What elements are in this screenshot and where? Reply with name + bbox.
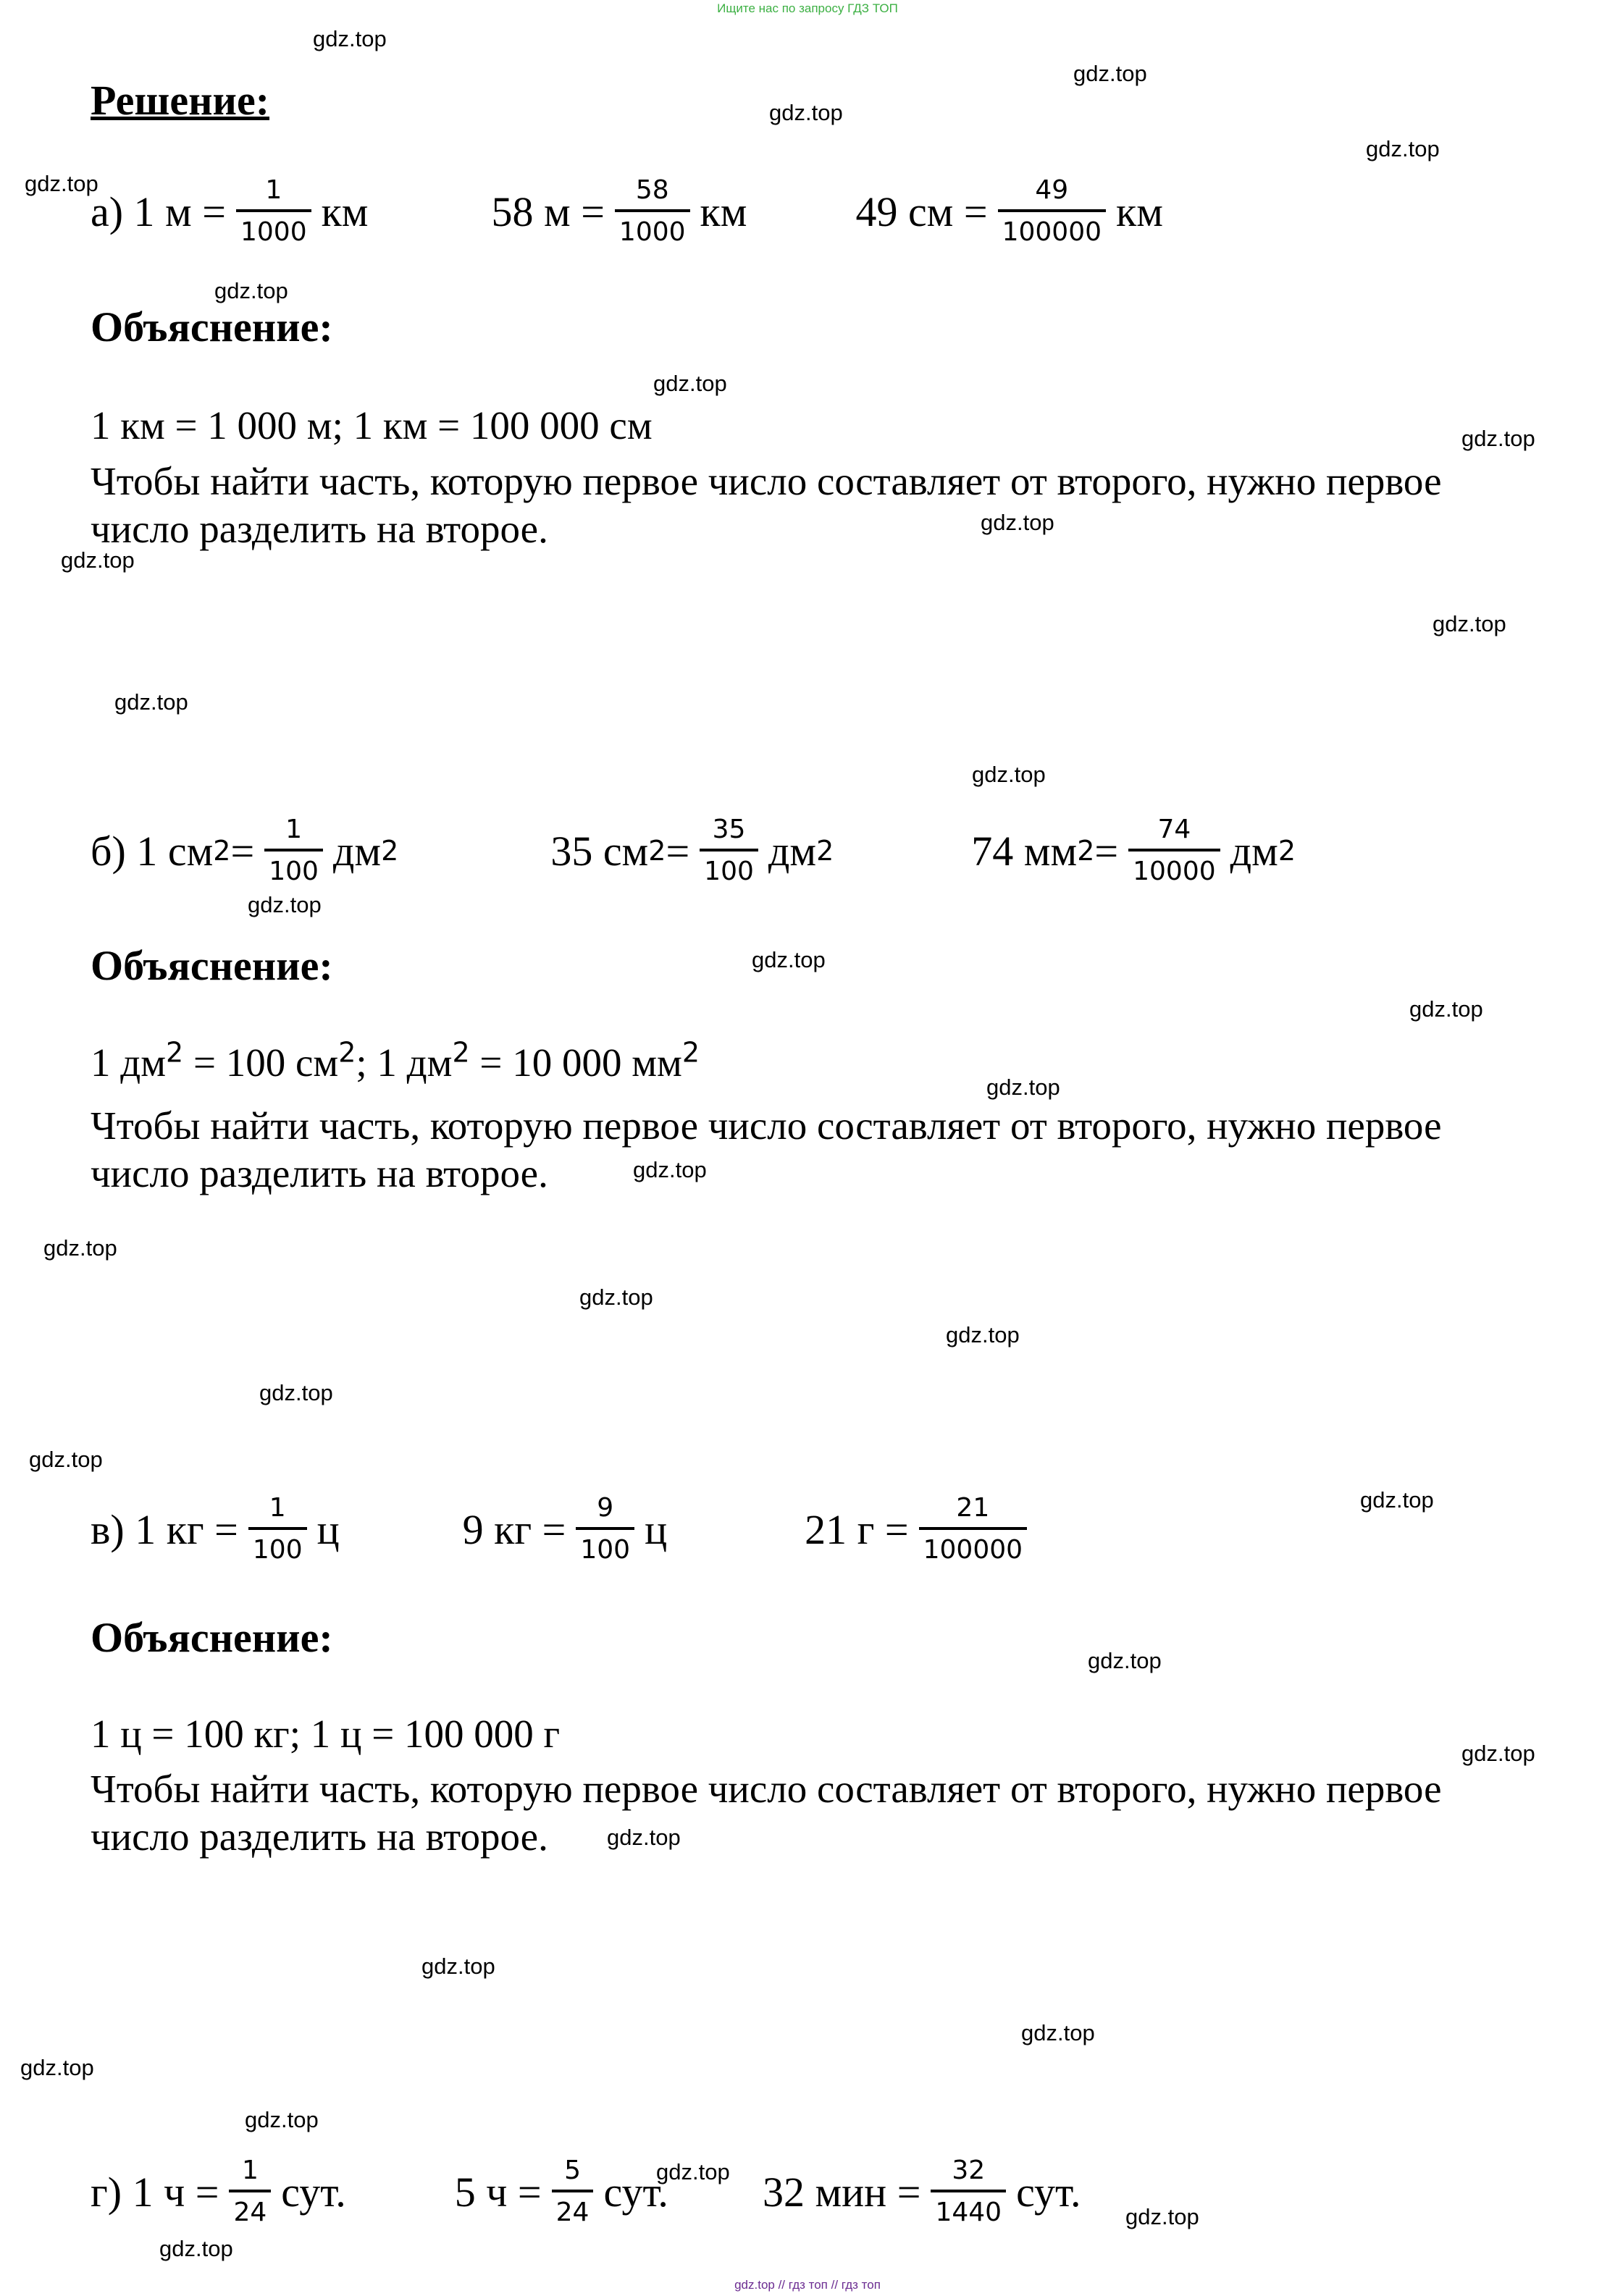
fraction	[700, 817, 758, 885]
fraction	[998, 177, 1106, 245]
part-v-rule-line1: Чтобы найти часть, которую первое число составляет от второго, нужно первое	[91, 1767, 1442, 1811]
part-a-eq3	[855, 177, 1162, 245]
part-g-eq1	[91, 2158, 346, 2226]
part-v-eq2	[463, 1495, 667, 1563]
unit: дм	[768, 827, 817, 875]
numerator: 5	[564, 2156, 582, 2185]
watermark: gdz.top	[1125, 2204, 1199, 2229]
numerator: 1	[265, 175, 282, 205]
watermark: gdz.top	[248, 892, 322, 917]
superscript: 2	[681, 1036, 700, 1069]
explanation-heading-b: Объяснение:	[91, 942, 333, 989]
denominator: 1440	[935, 2198, 1002, 2227]
numerator: 35	[712, 815, 746, 844]
unit: дм	[1230, 827, 1278, 875]
explanation-heading-v: Объяснение:	[91, 1614, 333, 1661]
watermark: gdz.top	[245, 2107, 319, 2132]
fact-part: ; 1 дм	[356, 1040, 453, 1085]
part-v-eq1	[91, 1495, 340, 1563]
superscript: 2	[338, 1036, 356, 1069]
denominator: 1000	[618, 217, 686, 247]
numerator: 1	[241, 2156, 259, 2185]
watermark: gdz.top	[1021, 2020, 1095, 2045]
denominator: 100000	[923, 1535, 1023, 1565]
denominator: 24	[555, 2198, 590, 2227]
unit: сут.	[1016, 2168, 1081, 2216]
watermark: gdz.top	[114, 689, 188, 715]
denominator: 100	[704, 857, 754, 886]
watermark: gdz.top	[1432, 611, 1506, 636]
fact-part: 1 дм	[91, 1040, 167, 1085]
unit: сут.	[603, 2168, 668, 2216]
numerator: 74	[1157, 815, 1191, 844]
part-b-eq2-left: 35 см	[550, 827, 649, 875]
watermark: gdz.top	[1088, 1648, 1162, 1673]
numerator: 1	[285, 815, 302, 844]
denominator: 100000	[1002, 217, 1102, 247]
denominator: 100	[269, 857, 319, 886]
fraction	[248, 1495, 307, 1563]
fact-part: = 100 см	[183, 1040, 339, 1085]
equals: =	[230, 827, 255, 875]
part-v-rule-line2: число разделить на второе.	[91, 1814, 548, 1859]
part-b-eq1: б) 1 см 2 = $\frac{1}{100}$ дм 2	[91, 815, 399, 886]
watermark: gdz.top	[61, 547, 135, 573]
unit: км	[700, 188, 747, 235]
part-g-eq2-left: 5 ч =	[454, 2168, 542, 2216]
watermark: gdz.top	[25, 171, 98, 196]
denominator: 10000	[1133, 857, 1216, 886]
unit: ц	[645, 1505, 668, 1553]
fraction	[615, 177, 690, 245]
unit: дм	[332, 827, 382, 875]
part-v-equations	[91, 1495, 1037, 1563]
part-b-eq1-left: б) 1 см	[91, 827, 214, 875]
watermark: gdz.top	[653, 371, 727, 396]
fraction	[931, 2158, 1006, 2226]
watermark: gdz.top	[1461, 426, 1535, 451]
watermark: gdz.top	[1461, 1741, 1535, 1766]
fraction	[576, 1495, 634, 1563]
part-a-eq1-left: а) 1 м =	[91, 188, 226, 235]
watermark: gdz.top	[1366, 136, 1440, 161]
part-v-fact: 1 ц = 100 кг; 1 ц = 100 000 г	[91, 1712, 561, 1756]
fraction	[264, 817, 323, 885]
part-a-equations	[91, 177, 1163, 245]
fact-part: = 10 000 мм	[469, 1040, 682, 1085]
superscript: 2	[452, 1036, 470, 1069]
part-a-rule-line1: Чтобы найти часть, которую первое число составляет от второго, нужно первое	[91, 459, 1442, 503]
part-a-eq2-left: 58 м =	[491, 188, 605, 235]
watermark: gdz.top	[656, 2159, 730, 2184]
part-b-rule-line1: Чтобы найти часть, которую первое число составляет от второго, нужно первое	[91, 1103, 1442, 1148]
fraction	[1128, 817, 1220, 885]
equals: =	[1094, 827, 1119, 875]
watermark: gdz.top	[1073, 61, 1147, 86]
fraction	[229, 2158, 271, 2226]
numerator: 1	[269, 1493, 286, 1523]
part-g-eq2	[455, 2158, 668, 2226]
top-banner: Ищите нас по запросу ГДЗ ТОП	[717, 1, 898, 15]
unit: ц	[316, 1505, 340, 1553]
numerator: 9	[597, 1493, 614, 1523]
denominator: 100	[252, 1535, 303, 1565]
numerator: 32	[952, 2156, 986, 2185]
watermark: gdz.top	[20, 2055, 94, 2080]
watermark: gdz.top	[1409, 996, 1483, 1022]
part-b-fact	[91, 1036, 700, 1087]
denominator: 24	[233, 2198, 267, 2227]
part-b-eq2: 35 см 2 = $\frac{35}{100}$ дм 2	[550, 815, 834, 886]
part-a-eq1	[91, 177, 369, 245]
part-a-eq2	[492, 177, 747, 245]
numerator: 58	[635, 175, 669, 205]
denominator: 100	[580, 1535, 631, 1565]
numerator: 49	[1035, 175, 1069, 205]
watermark: gdz.top	[259, 1380, 333, 1405]
watermark: gdz.top	[43, 1235, 117, 1261]
watermark: gdz.top	[769, 100, 843, 125]
watermark: gdz.top	[946, 1322, 1020, 1347]
equals: =	[666, 827, 690, 875]
part-v-eq2-left: 9 кг =	[462, 1505, 566, 1553]
part-v-eq3	[805, 1495, 1037, 1563]
part-v-eq3-left: 21 г =	[805, 1505, 909, 1553]
watermark: gdz.top	[633, 1157, 707, 1182]
part-b-eq3: 74 мм 2 = $\frac{74}{10000}$ дм 2	[971, 815, 1296, 886]
explanation-heading-a: Объяснение:	[91, 303, 333, 350]
footer: gdz.top // гдз топ // гдз топ	[734, 2278, 881, 2292]
watermark: gdz.top	[972, 762, 1046, 787]
part-g-eq3-left: 32 мин =	[762, 2168, 921, 2216]
solution-heading: Решение:	[91, 77, 270, 124]
fraction	[919, 1495, 1027, 1563]
part-b-eq3-left: 74 мм	[971, 827, 1078, 875]
watermark: gdz.top	[986, 1075, 1060, 1100]
part-g-eq3	[763, 2158, 1081, 2226]
watermark: gdz.top	[421, 1954, 495, 1979]
watermark: gdz.top	[29, 1447, 103, 1472]
part-b-equations	[91, 817, 1296, 885]
superscript: 2	[166, 1036, 184, 1069]
unit: км	[1116, 188, 1163, 235]
part-v-eq1-left: в) 1 кг =	[91, 1505, 238, 1553]
part-b-rule-line2: число разделить на второе.	[91, 1151, 548, 1195]
part-a-eq3-left: 49 см =	[855, 188, 988, 235]
numerator: 21	[956, 1493, 990, 1523]
unit: км	[321, 188, 369, 235]
watermark: gdz.top	[313, 26, 387, 51]
watermark: gdz.top	[981, 510, 1054, 535]
watermark: gdz.top	[752, 947, 826, 972]
fraction	[552, 2158, 594, 2226]
fraction	[236, 177, 311, 245]
watermark: gdz.top	[1360, 1487, 1434, 1513]
part-a-rule-line2: число разделить на второе.	[91, 507, 548, 551]
denominator: 1000	[240, 217, 307, 247]
part-g-eq1-left: г) 1 ч =	[91, 2168, 219, 2216]
part-a-fact: 1 км = 1 000 м; 1 км = 100 000 см	[91, 403, 653, 447]
watermark: gdz.top	[607, 1825, 681, 1850]
watermark: gdz.top	[159, 2236, 233, 2261]
part-g-equations	[91, 2158, 1081, 2226]
unit: сут.	[281, 2168, 346, 2216]
watermark: gdz.top	[214, 278, 288, 303]
watermark: gdz.top	[579, 1284, 653, 1310]
